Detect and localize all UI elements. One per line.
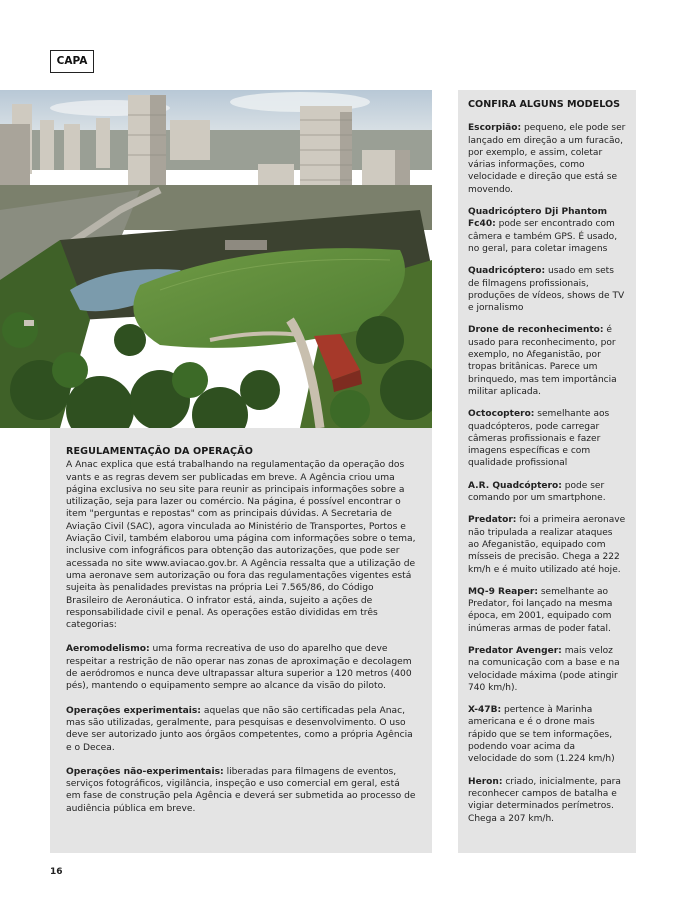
model-name: Escorpião: xyxy=(468,123,522,134)
category-text: uma forma recreativa de uso do aparelho que deve respeitar a restrição de não operar nas zonas de aproximação e decolagem de aeródromos e nunca deve ultrapassar altura superior a 120 metros (400 pés), mantendo o equipamento sempre ao alcance da visão do piloto. xyxy=(66,644,412,692)
section-tag: CAPA xyxy=(50,50,94,73)
model-description: pertence à Marinha americana e é o drone mais rápido que se tem informações, podendo voar acima da velocidade do som (1.224 km/h) xyxy=(468,705,615,765)
model-entry xyxy=(468,586,626,635)
model-entry xyxy=(468,408,626,469)
model-name: Drone de reconhecimento: xyxy=(468,325,604,336)
model-entry xyxy=(468,645,626,694)
model-entry xyxy=(468,704,626,765)
model-entry xyxy=(468,265,626,314)
sidebar-heading: CONFIRA ALGUNS MODELOS xyxy=(468,99,621,110)
page-number: 16 xyxy=(50,867,63,877)
regulation-article xyxy=(50,428,432,853)
model-name: Predator: xyxy=(468,515,517,526)
model-entry xyxy=(468,206,626,255)
category-text: aquelas que não são certificadas pela Anac, mas são utilizadas, geralmente, para pesquisas e desenvolvimento. O uso deve ser autorizado junto aos órgãos competentes, como a própria Agência e o Decea. xyxy=(66,705,413,753)
model-description: criado, inicialmente, para reconhecer campos de batalha e vigiar determinados perímetros. Chega a 207 km/h. xyxy=(468,776,621,824)
category-text: liberadas para filmagens de eventos, serviços fotográficos, vigilância, inspeção e uso comercial em geral, está em fase de construção pela Agência e deverá ser submetida ao processo de audiência pública em breve. xyxy=(66,766,416,814)
article-heading: REGULAMENTAÇÃO DA OPERAÇÃO xyxy=(66,446,253,457)
category-paragraph xyxy=(66,643,416,692)
category-term: Aeromodelismo: xyxy=(66,644,150,655)
model-name: Octocoptero: xyxy=(468,409,535,420)
model-name: MQ-9 Reaper: xyxy=(468,586,538,597)
aerial-photo xyxy=(0,90,432,428)
model-name: Quadricóptero: xyxy=(468,266,546,277)
model-entry xyxy=(468,122,626,196)
model-description: é usado para reconhecimento, por exemplo, no Afeganistão, por tropas britânicas. Parece um brinquedo, mas tem importância militar aplicada. xyxy=(468,325,617,397)
category-paragraph xyxy=(66,766,416,815)
model-name: A.R. Quadcóptero: xyxy=(468,480,562,491)
category-term: Operações não-experimentais: xyxy=(66,766,224,777)
model-entry xyxy=(468,324,626,398)
model-description: pode ser comando por um smartphone. xyxy=(468,480,606,504)
model-entry xyxy=(468,514,626,575)
category-term: Operações experimentais: xyxy=(66,705,201,716)
model-name: Heron: xyxy=(468,776,503,787)
model-name: Quadricóptero Dji Phantom Fc40: xyxy=(468,207,608,230)
models-sidebar xyxy=(458,90,636,853)
model-description: foi a primeira aeronave não tripulada a realizar ataques ao Afeganistão, equipado com mísseis de precisão. Chega a 222 km/h e é muito utilizado até hoje. xyxy=(468,515,626,575)
model-description: semelhante aos quadcópteros, pode carregar câmeras profissionais e fazer imagens específicas e com qualidade profissional xyxy=(468,409,610,469)
model-description: pode ser encontrado com câmera e também GPS. É usado, no geral, para coletar imagens xyxy=(468,219,618,254)
model-entry xyxy=(468,480,626,505)
model-description: semelhante ao Predator, foi lançado na mesma época, em 2001, equipado com inúmeras armas de poder fatal. xyxy=(468,586,613,634)
model-description: mais veloz na comunicação com a base e na velocidade máxima (pode atingir 740 km/h). xyxy=(468,645,620,693)
model-name: X-47B: xyxy=(468,705,502,716)
article-intro: A Anac explica que está trabalhando na regulamentação da operação dos vants e as regras devem ser publicadas em breve. A Agência criou uma página exclusiva no seu site para reunir as principais informações sobre a utilização, seja para lazer ou comércio. Na página, é possível encontrar o item "perguntas e repostas" com as principais dúvidas. A Secretaria de Aviação Civil (SAC), agora vinculada ao Ministério de Transportes, Portos e Aviação Civil, também elaborou uma página com informações sobre o tema, inclusive com infográficos para obtenção das autorizações, que pode ser acessada no site www.aviacao.gov.br. A Agência ressalta que a utilização de uma aeronave sem autorização ou fora das regulamentações vigentes está sujeita às penalidades previstas na própria Lei 7.565/86, do Código Brasileiro de Aeronáutica. O infrator está, ainda, sujeito a ações de responsabilidade civil e penal. As operações estão divididas em três categorias: xyxy=(66,460,416,631)
model-entry xyxy=(468,776,626,825)
category-paragraph xyxy=(66,705,416,754)
model-description: usado em sets de filmagens profissionais, produções de vídeos, shows de TV e jornalismo xyxy=(468,266,625,314)
model-name: Predator Avenger: xyxy=(468,645,562,656)
model-description: pequeno, ele pode ser lançado em direção a um furacão, por exemplo, e assim, coletar várias informações, como velocidade e direção que está se movendo. xyxy=(468,123,626,195)
